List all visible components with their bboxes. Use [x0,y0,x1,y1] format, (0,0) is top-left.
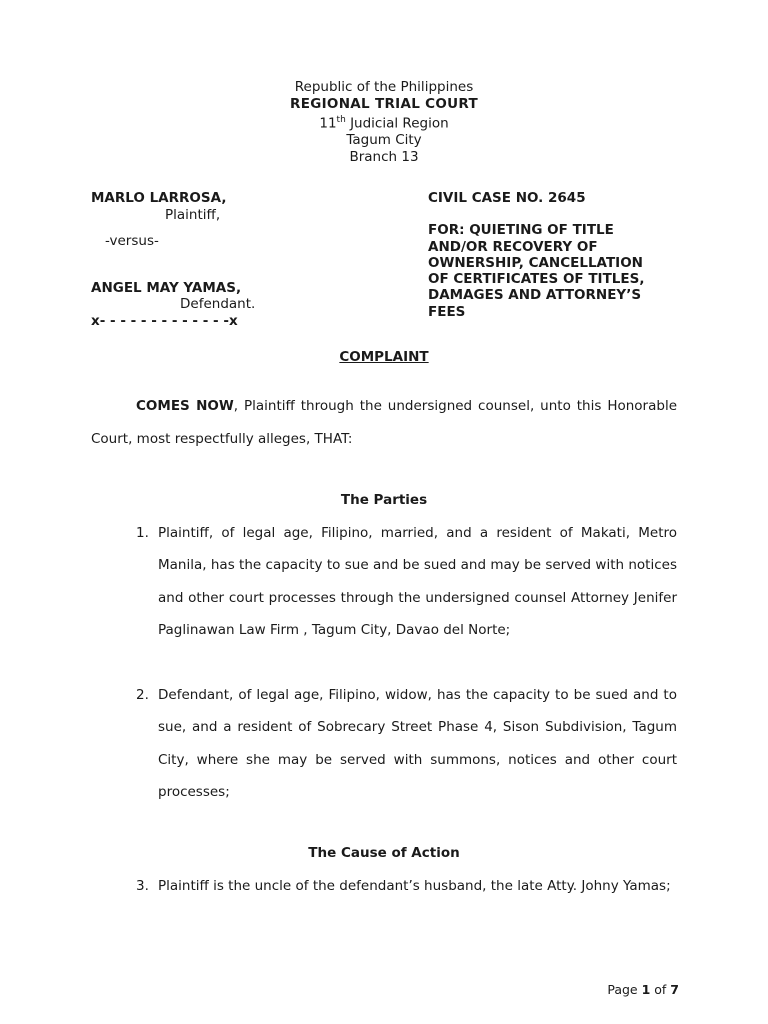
defendant-label: Defendant. [180,296,256,312]
section-heading-cause: The Cause of Action [308,845,460,861]
list-item [136,679,677,808]
page-total: 7 [670,982,679,997]
list-item [136,517,677,646]
page-footer [607,982,679,997]
caption-separator: x- - - - - - - - - - - - -x [91,312,238,329]
item-number: 1. [136,525,149,541]
case-for-line: FEES [428,303,466,320]
item-text: Plaintiff is the uncle of the defendant’s husband, the late Atty. Johny Yamas; [158,878,671,894]
republic-line: Republic of the Philippines [294,79,474,95]
region-number: 11 [319,115,337,132]
case-for-line: OF CERTIFICATES OF TITLES, [428,271,645,288]
region-text: Judicial Region [345,115,449,132]
court-header [0,79,768,165]
section-heading-parties: The Parties [340,492,428,508]
document-title: COMPLAINT [339,349,429,365]
case-caption-info [428,190,683,320]
city-line: Tagum City [346,132,422,148]
intro-paragraph [91,390,677,455]
case-for-line: AND/OR RECOVERY OF [428,238,598,255]
intro-lead: COMES NOW [136,398,234,414]
list-item [136,870,677,902]
page-number: 1 [641,982,651,997]
versus-label: -versus- [105,233,159,249]
judicial-region [0,112,768,132]
court-name: REGIONAL TRIAL COURT [290,95,478,112]
intro-text: , Plaintiff through the undersigned counsel, unto this Honorable Court, most respectfully alleges, THAT: [91,398,678,447]
case-for-line: DAMAGES AND ATTORNEY’S [428,287,642,304]
page-of-word: of [650,982,671,997]
defendant-name: ANGEL MAY YAMAS, [91,279,242,296]
page-word: Page [607,982,642,997]
case-for-line: FOR: QUIETING OF TITLE [428,222,614,239]
item-text: Defendant, of legal age, Filipino, widow, has the capacity to be sued and to sue, and a resident of Sobrecary Street Phase 4, Sison Subdivision, Tagum City, where she may be served with summons, notices and other court processes; [158,687,677,800]
case-number: CIVIL CASE NO. 2645 [428,190,586,206]
item-text: Plaintiff, of legal age, Filipino, married, and a resident of Makati, Metro Manila, has the capacity to sue and be sued and may be served with notices and other court processes through the undersigned counsel Attorney Jenifer Paglinawan Law Firm , Tagum City, Davao del Norte; [158,525,677,638]
branch-line: Branch 13 [349,148,419,165]
plaintiff-label: Plaintiff, [165,206,221,223]
region-ordinal: th [336,115,346,125]
case-for-line: OWNERSHIP, CANCELLATION [428,254,643,271]
case-caption-parties [91,190,291,329]
item-number: 2. [136,687,149,703]
plaintiff-name: MARLO LARROSA, [91,190,227,206]
item-number: 3. [136,878,149,894]
